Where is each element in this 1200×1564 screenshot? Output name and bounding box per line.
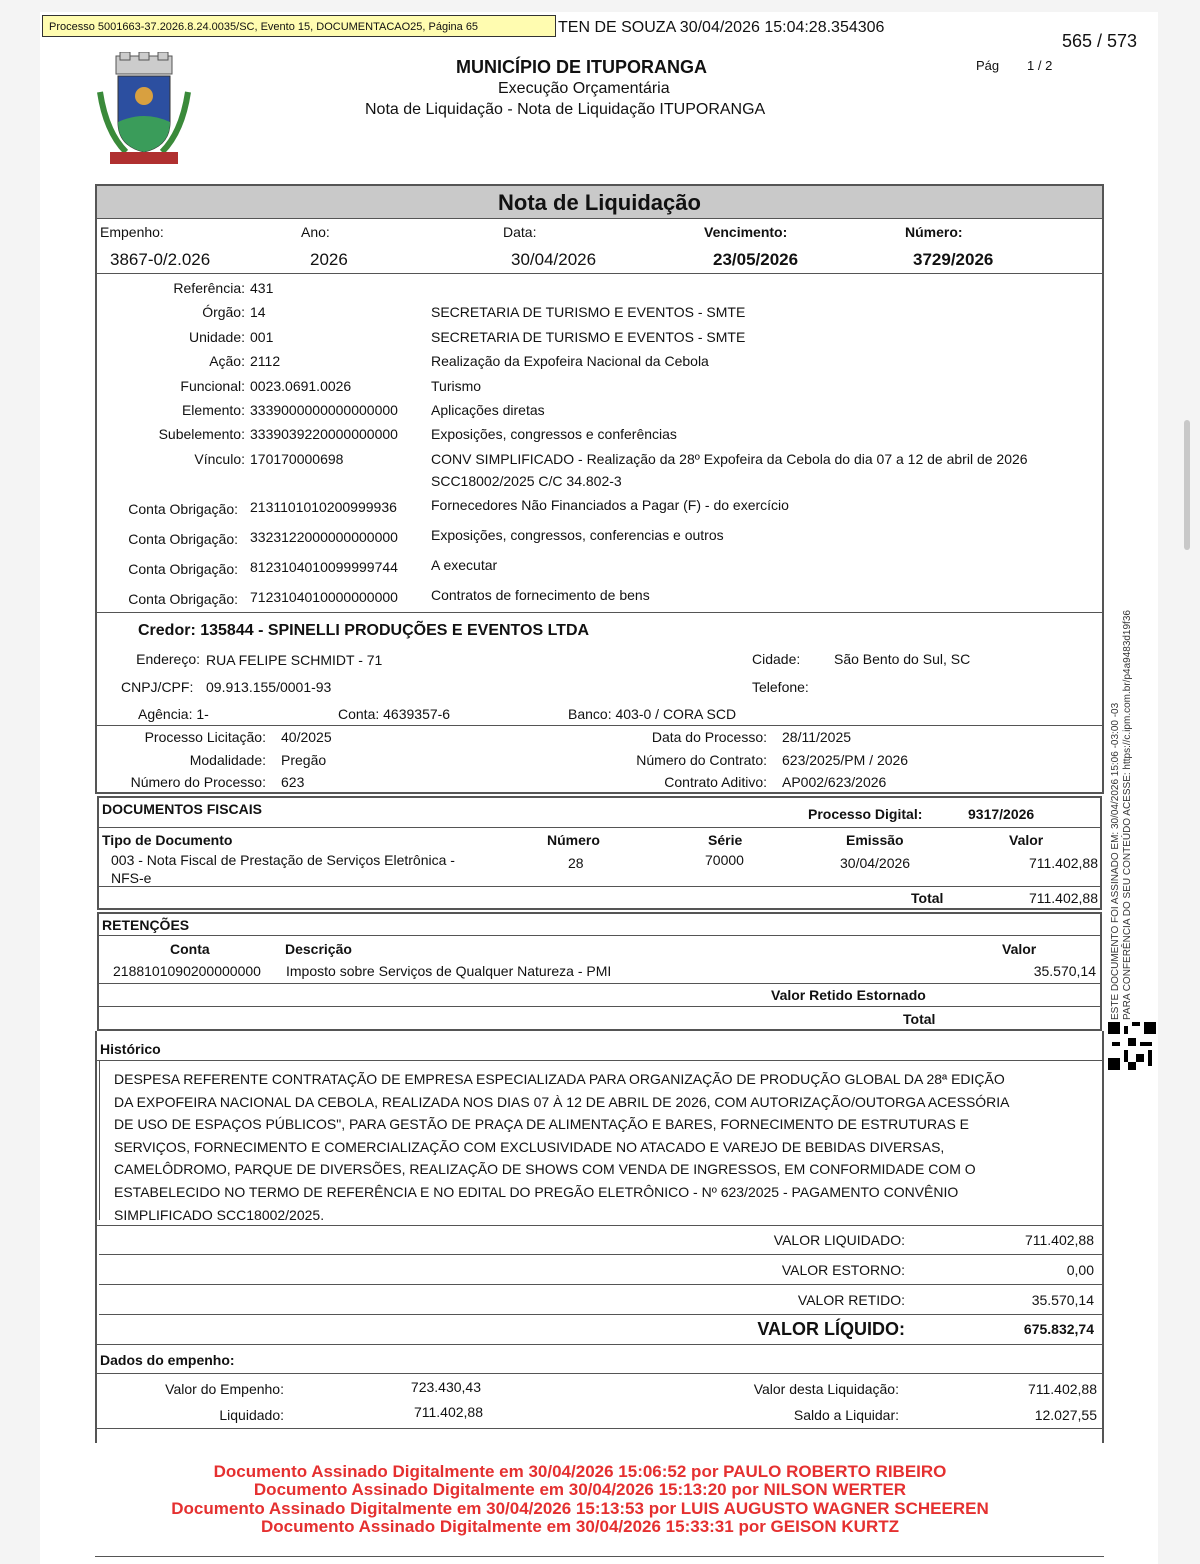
ret-total-label: Total xyxy=(903,1011,936,1027)
vinculo-label: Vínculo: xyxy=(194,451,245,467)
col-numero: Número xyxy=(547,832,600,848)
subtitle: Execução Orçamentária xyxy=(498,80,670,97)
historico-title: Histórico xyxy=(100,1041,161,1057)
referencia-value: 431 xyxy=(250,280,274,296)
conta-obrigacao-code-2: 3323122000000000000 xyxy=(250,529,398,545)
col-serie: Série xyxy=(708,832,743,848)
ret-conta: 2188101090200000000 xyxy=(113,963,261,979)
cidade-value: São Bento do Sul, SC xyxy=(834,651,971,667)
valor-retido-estornado-label: Valor Retido Estornado xyxy=(771,987,926,1003)
valor-empenho-label: Valor do Empenho: xyxy=(165,1381,284,1397)
ret-col-descricao: Descrição xyxy=(285,941,352,957)
orgao-desc: SECRETARIA DE TURISMO E EVENTOS - SMTE xyxy=(431,304,746,320)
docs-total-value: 711.402,88 xyxy=(1028,890,1098,906)
data-processo-value: 28/11/2025 xyxy=(782,729,852,745)
valor-estorno-label: VALOR ESTORNO: xyxy=(781,1262,905,1278)
processo-licitacao-label: Processo Licitação: xyxy=(144,729,266,745)
verification-side-text: ESTE DOCUMENTO FOI ASSINADO EM: 30/04/2026 15:06 -03:00 -03 PARA CONFERÊNCIA DO SEU CONTEÚDO ACESSE: https://c.ipm.com.br/p4a9483d19f36 xyxy=(1110,610,1133,1020)
signature-line-4: Documento Assinado Digitalmente em 30/04/2026 15:33:31 por GEISON KURTZ xyxy=(261,1517,899,1536)
conta-obrigacao-code-1: 2131101010200999936 xyxy=(250,499,397,515)
vencimento-label: Vencimento: xyxy=(704,224,788,240)
cnpj-label: CNPJ/CPF: xyxy=(121,679,194,695)
unidade-label: Unidade: xyxy=(188,329,245,345)
col-emissao: Emissão xyxy=(846,832,904,848)
endereco-label: Endereço: xyxy=(136,651,200,667)
unidade-desc: SECRETARIA DE TURISMO E EVENTOS - SMTE xyxy=(431,329,746,345)
conta-obrigacao-desc-4: Contratos de fornecimento de bens xyxy=(431,587,650,603)
conta-obrigacao-label-4: Conta Obrigação: xyxy=(128,591,238,607)
signature-line-3: Documento Assinado Digitalmente em 30/04/2026 15:13:53 por LUIS AUGUSTO WAGNER SCHEEREN xyxy=(171,1499,989,1518)
cidade-label: Cidade: xyxy=(752,651,801,667)
col-tipo-documento: Tipo de Documento xyxy=(102,832,233,848)
orgao-label: Órgão: xyxy=(202,304,245,320)
numero-label: Número: xyxy=(905,224,963,240)
numero-processo-label: Número do Processo: xyxy=(130,774,266,790)
data-processo-label: Data do Processo: xyxy=(651,729,767,745)
processo-licitacao-value: 40/2025 xyxy=(281,729,332,745)
historico-text: DESPESA REFERENTE CONTRATAÇÃO DE EMPRESA ESPECIALIZADA PARA ORGANIZAÇÃO DE PRODUÇÃO GLOBAL DA 28ª EDIÇÃO DA EXPOFEIRA NACIONAL DA CEBOLA, REALIZADA NOS DIAS 07 À 12 DE ABRIL DE 2026, COM AUTORIZAÇÃO/OUTORGA ACESSÓRIA DE USO DE ESPAÇOS PÚBLICOS", PARA GESTÃO DE PRAÇA DE ALIMENTAÇÃO E BARES, FORNECIMENTO DE ESTRUTURAS E SERVIÇOS, FORNECIMENTO E COMERCIALIZAÇÃO COM EXCLUSIVIDADE NO ATACADO E VAREJO DE BEBIDAS DIVERSAS, CAMELÔDROMO, PARQUE DE DIVERSÕES, REALIZAÇÃO DE SHOWS COM VENDA DE INGRESSOS, EM CONFORMIDADE COM O ESTABELECIDO NO TERMO DE REFERÊNCIA E NO EDITAL DO PREGÃO ELETRÔNICO - Nº 623/2025 - PAGAMENTO CONVÊNIO SIMPLIFICADO SCC18002/2025. xyxy=(114,1071,1010,1223)
doc-valor: 711.402,88 xyxy=(1028,855,1098,871)
subelemento-code: 3339039220000000000 xyxy=(250,426,398,442)
doc-serie: 70000 xyxy=(705,852,744,868)
banco-label: Banco: 403-0 / CORA SCD xyxy=(568,706,737,722)
nota-title: Nota de Liquidação xyxy=(498,190,701,215)
conta-obrigacao-desc-1: Fornecedores Não Financiados a Pagar (F) - do exercício xyxy=(431,497,789,513)
referencia-label: Referência: xyxy=(173,280,245,296)
processo-digital-label: Processo Digital: xyxy=(808,806,923,822)
endereco-value: RUA FELIPE SCHMIDT - 71 xyxy=(206,652,383,668)
liquidado-label: Liquidado: xyxy=(219,1407,284,1423)
credor-label: Credor: 135844 - SPINELLI PRODUÇÕES E EVENTOS LTDA xyxy=(138,622,590,639)
ret-col-valor: Valor xyxy=(1002,941,1037,957)
empenho-label: Empenho: xyxy=(100,224,164,240)
saldo-liquidar-label: Saldo a Liquidar: xyxy=(793,1407,899,1423)
valor-retido-label: VALOR RETIDO: xyxy=(797,1292,905,1308)
ano-value: 2026 xyxy=(310,250,348,269)
elemento-label: Elemento: xyxy=(181,402,245,418)
col-valor: Valor xyxy=(1009,832,1044,848)
telefone-label: Telefone: xyxy=(752,679,809,695)
conta-obrigacao-label-3: Conta Obrigação: xyxy=(128,561,238,577)
vencimento-value: 23/05/2026 xyxy=(713,250,799,269)
acao-desc: Realização da Expofeira Nacional da Cebola xyxy=(431,353,709,369)
valor-estorno-value: 0,00 xyxy=(1066,1262,1094,1278)
contrato-aditivo-value: AP002/623/2026 xyxy=(782,774,887,790)
valor-empenho-value: 723.430,43 xyxy=(410,1379,481,1395)
valor-liquidacao-value: 711.402,88 xyxy=(1027,1381,1097,1397)
saldo-liquidar-value: 12.027,55 xyxy=(1034,1407,1097,1423)
modalidade-value: Pregão xyxy=(281,752,327,768)
doc-tipo-line-2: NFS-e xyxy=(111,870,152,886)
data-label: Data: xyxy=(503,224,537,240)
valor-liquido-label: VALOR LÍQUIDO: xyxy=(757,1319,905,1339)
subelemento-desc: Exposições, congressos e conferências xyxy=(431,426,677,442)
numero-processo-value: 623 xyxy=(281,774,305,790)
ret-descricao: Imposto sobre Serviços de Qualquer Natureza - PMI xyxy=(286,963,612,979)
valor-liquidacao-label: Valor desta Liquidação: xyxy=(753,1381,899,1397)
orgao-code: 14 xyxy=(250,304,266,320)
processo-digital-value: 9317/2026 xyxy=(968,806,1035,822)
coat-of-arms-logo xyxy=(96,52,192,170)
valor-retido-value: 35.570,14 xyxy=(1031,1292,1094,1308)
cnpj-value: 09.913.155/0001-93 xyxy=(206,679,332,695)
unidade-code: 001 xyxy=(250,329,274,345)
empenho-value: 3867-0/2.026 xyxy=(110,250,211,269)
agencia-label: Agência: 1- xyxy=(138,706,209,722)
qr-code-icon[interactable] xyxy=(1108,1022,1156,1070)
ret-col-conta: Conta xyxy=(170,941,210,957)
valor-liquidado-value: 711.402,88 xyxy=(1024,1232,1094,1248)
dados-empenho-title: Dados do empenho: xyxy=(100,1352,235,1368)
documentos-fiscais-title: DOCUMENTOS FISCAIS xyxy=(102,801,262,817)
elemento-code: 3339000000000000000 xyxy=(250,402,398,418)
data-value: 30/04/2026 xyxy=(511,250,597,269)
conta-obrigacao-code-4: 7123104010000000000 xyxy=(250,589,398,605)
scrollbar-thumb[interactable] xyxy=(1184,420,1190,550)
conta-obrigacao-desc-3: A executar xyxy=(431,557,498,573)
page-label: Pág xyxy=(976,58,1000,73)
conta-obrigacao-label-1: Conta Obrigação: xyxy=(128,501,238,517)
doc-emissao: 30/04/2026 xyxy=(840,855,911,871)
doc-tipo-line-1: 003 - Nota Fiscal de Prestação de Serviços Eletrônica - xyxy=(111,852,455,868)
elemento-desc: Aplicações diretas xyxy=(431,402,545,418)
page-number: 1 / 2 xyxy=(1027,58,1053,73)
acao-code: 2112 xyxy=(250,353,281,369)
page-counter: 565 / 573 xyxy=(1062,31,1138,51)
conta-obrigacao-label-2: Conta Obrigação: xyxy=(128,531,238,547)
vinculo-desc-2: SCC18002/2025 C/C 34.802-3 xyxy=(431,473,622,489)
valor-liquidado-label: VALOR LIQUIDADO: xyxy=(773,1232,905,1248)
subelemento-label: Subelemento: xyxy=(158,426,245,442)
conta-obrigacao-desc-2: Exposições, congressos, conferencias e outros xyxy=(431,527,724,543)
ret-valor: 35.570,14 xyxy=(1033,963,1096,979)
funcional-desc: Turismo xyxy=(431,378,482,394)
signature-line-1: Documento Assinado Digitalmente em 30/04/2026 15:06:52 por PAULO ROBERTO RIBEIRO xyxy=(213,1462,947,1481)
retencoes-title: RETENÇÕES xyxy=(102,917,190,933)
municipality-title: MUNICÍPIO DE ITUPORANGA xyxy=(456,57,708,77)
vinculo-desc-1: CONV SIMPLIFICADO - Realização da 28º Expofeira da Cebola do dia 07 a 12 de abril de 2026 xyxy=(431,451,1028,467)
signature-line-2: Documento Assinado Digitalmente em 30/04/2026 15:13:20 por NILSON WERTER xyxy=(253,1480,907,1499)
conta-obrigacao-code-3: 8123104010099999744 xyxy=(250,559,398,575)
docs-total-label: Total xyxy=(911,890,944,906)
funcional-label: Funcional: xyxy=(180,378,245,394)
valor-liquido-value: 675.832,74 xyxy=(1023,1321,1094,1337)
numero-contrato-label: Número do Contrato: xyxy=(636,752,767,768)
acao-label: Ação: xyxy=(209,353,245,369)
vinculo-code: 170170000698 xyxy=(250,451,344,467)
liquidado-value: 711.402,88 xyxy=(413,1404,483,1420)
signer-header: TEN DE SOUZA 30/04/2026 15:04:28.354306 xyxy=(558,19,885,36)
report-title: Nota de Liquidação - Nota de Liquidação ITUPORANGA xyxy=(365,101,766,118)
doc-numero: 28 xyxy=(568,855,584,871)
contrato-aditivo-label: Contrato Aditivo: xyxy=(664,774,767,790)
numero-contrato-value: 623/2025/PM / 2026 xyxy=(782,752,909,768)
modalidade-label: Modalidade: xyxy=(189,752,266,768)
funcional-code: 0023.0691.0026 xyxy=(250,378,352,394)
ano-label: Ano: xyxy=(301,224,330,240)
process-stamp: Processo 5001663-37.2026.8.24.0035/SC, Evento 15, DOCUMENTACAO25, Página 65 xyxy=(42,15,556,37)
conta-label: Conta: 4639357-6 xyxy=(338,706,451,722)
numero-value: 3729/2026 xyxy=(913,250,994,269)
